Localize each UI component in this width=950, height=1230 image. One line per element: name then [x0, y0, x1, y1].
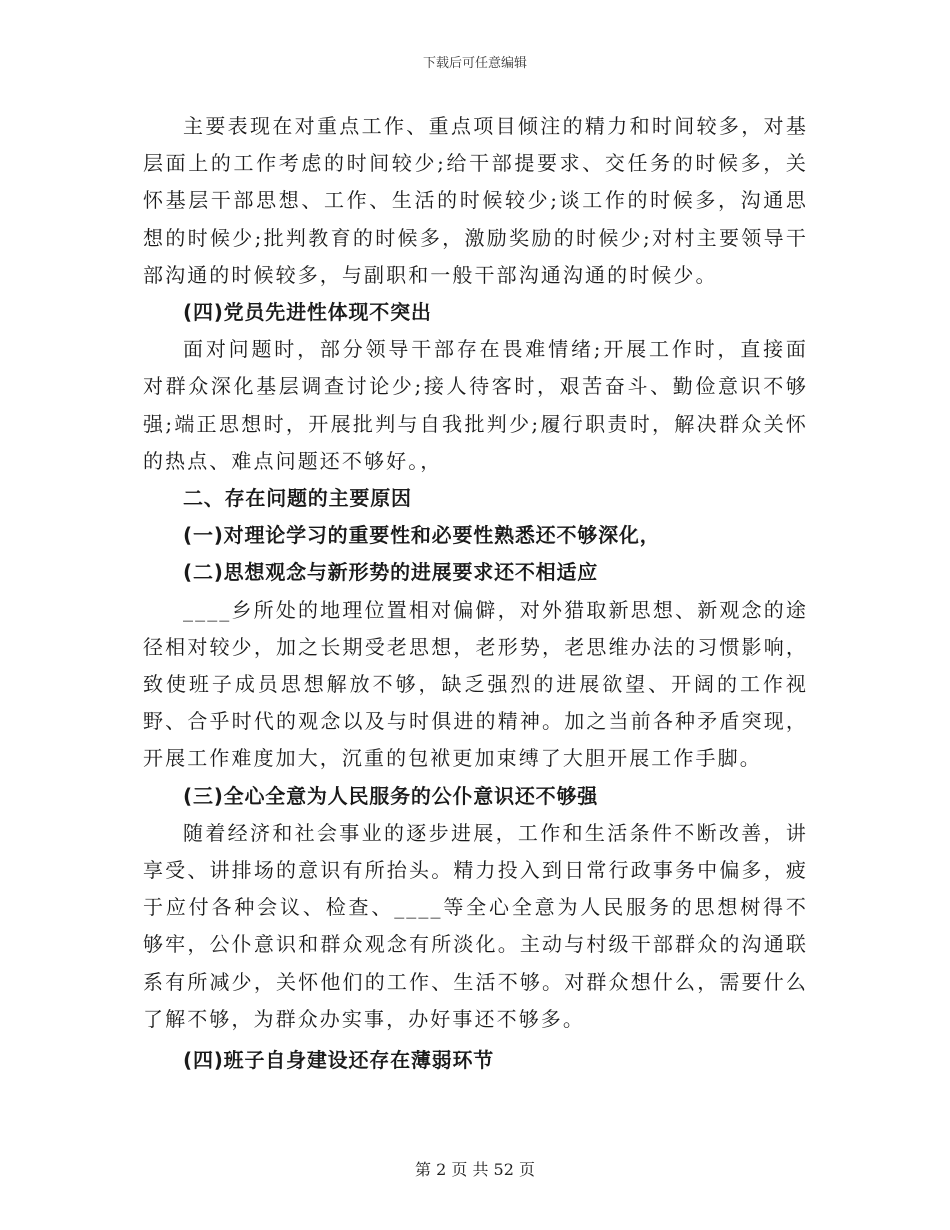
- section-heading-2-ideas: (二)思想观念与新形势的进展要求还不相适应: [183, 560, 599, 585]
- paragraph-4: 随着经济和社会事业的逐步进展，工作和生活条件不断改善，讲享受、讲排场的意识有所抬头。精力投入到日常行政事务中偏多，疲于应付各种会议、检查、____等全心全意为人民服务的思想树得不够牢，公仆意识和群众观念有所淡化。主动与村级干部群众的沟通联系有所减少，关怀他们的工作、生活不够。对群众想什么，需要什么了解不够，为群众办实事，办好事还不够多。: [143, 820, 808, 1031]
- paragraph-3: ____乡所处的地理位置相对偏僻，对外猎取新思想、新观念的途径相对较少，加之长期受老思想，老形势，老思维办法的习惯影响，致使班子成员思想解放不够，缺乏强烈的进展欲望、开阔的工作视野、合乎时代的观念以及与时俱进的精神。加之当前各种矛盾突现，开展工作难度加大，沉重的包袱更加束缚了大胆开展工作手脚。: [143, 597, 808, 771]
- section-heading-1-theory-study: (一)对理论学习的重要性和必要性熟悉还不够深化，: [183, 523, 661, 548]
- section-heading-4-party-members: (四)党员先进性体现不突出: [183, 300, 432, 325]
- paragraph-2: 面对问题时，部分领导干部存在畏难情绪;开展工作时，直接面对群众深化基层调查讨论少;接人待客时，艰苦奋斗、勤俭意识不够强;端正思想时，开展批判与自我批判少;履行职责时，解决群众关怀的热点、难点问题还不够好。，: [143, 337, 808, 473]
- section-heading-4-team-building: (四)班子自身建设还存在薄弱环节: [183, 1048, 495, 1073]
- page-number: 第 2 页 共 52 页: [415, 1160, 535, 1179]
- page-header-note: 下载后可任意编辑: [422, 56, 527, 71]
- paragraph-1: 主要表现在对重点工作、重点项目倾注的精力和时间较多，对基层面上的工作考虑的时间较少;给干部提要求、交任务的时候多，关怀基层干部思想、工作、生活的时候较少;谈工作的时候多，沟通思想的时候少;批判教育的时候多，激励奖励的时候少;对村主要领导干部沟通的时候较多，与副职和一般干部沟通沟通的时候少。: [143, 114, 808, 287]
- section-heading-main-causes: 二、存在问题的主要原因: [183, 486, 412, 511]
- document-body: [143, 108, 808, 1079]
- section-heading-3-service: (三)全心全意为人民服务的公仆意识还不够强: [183, 783, 599, 808]
